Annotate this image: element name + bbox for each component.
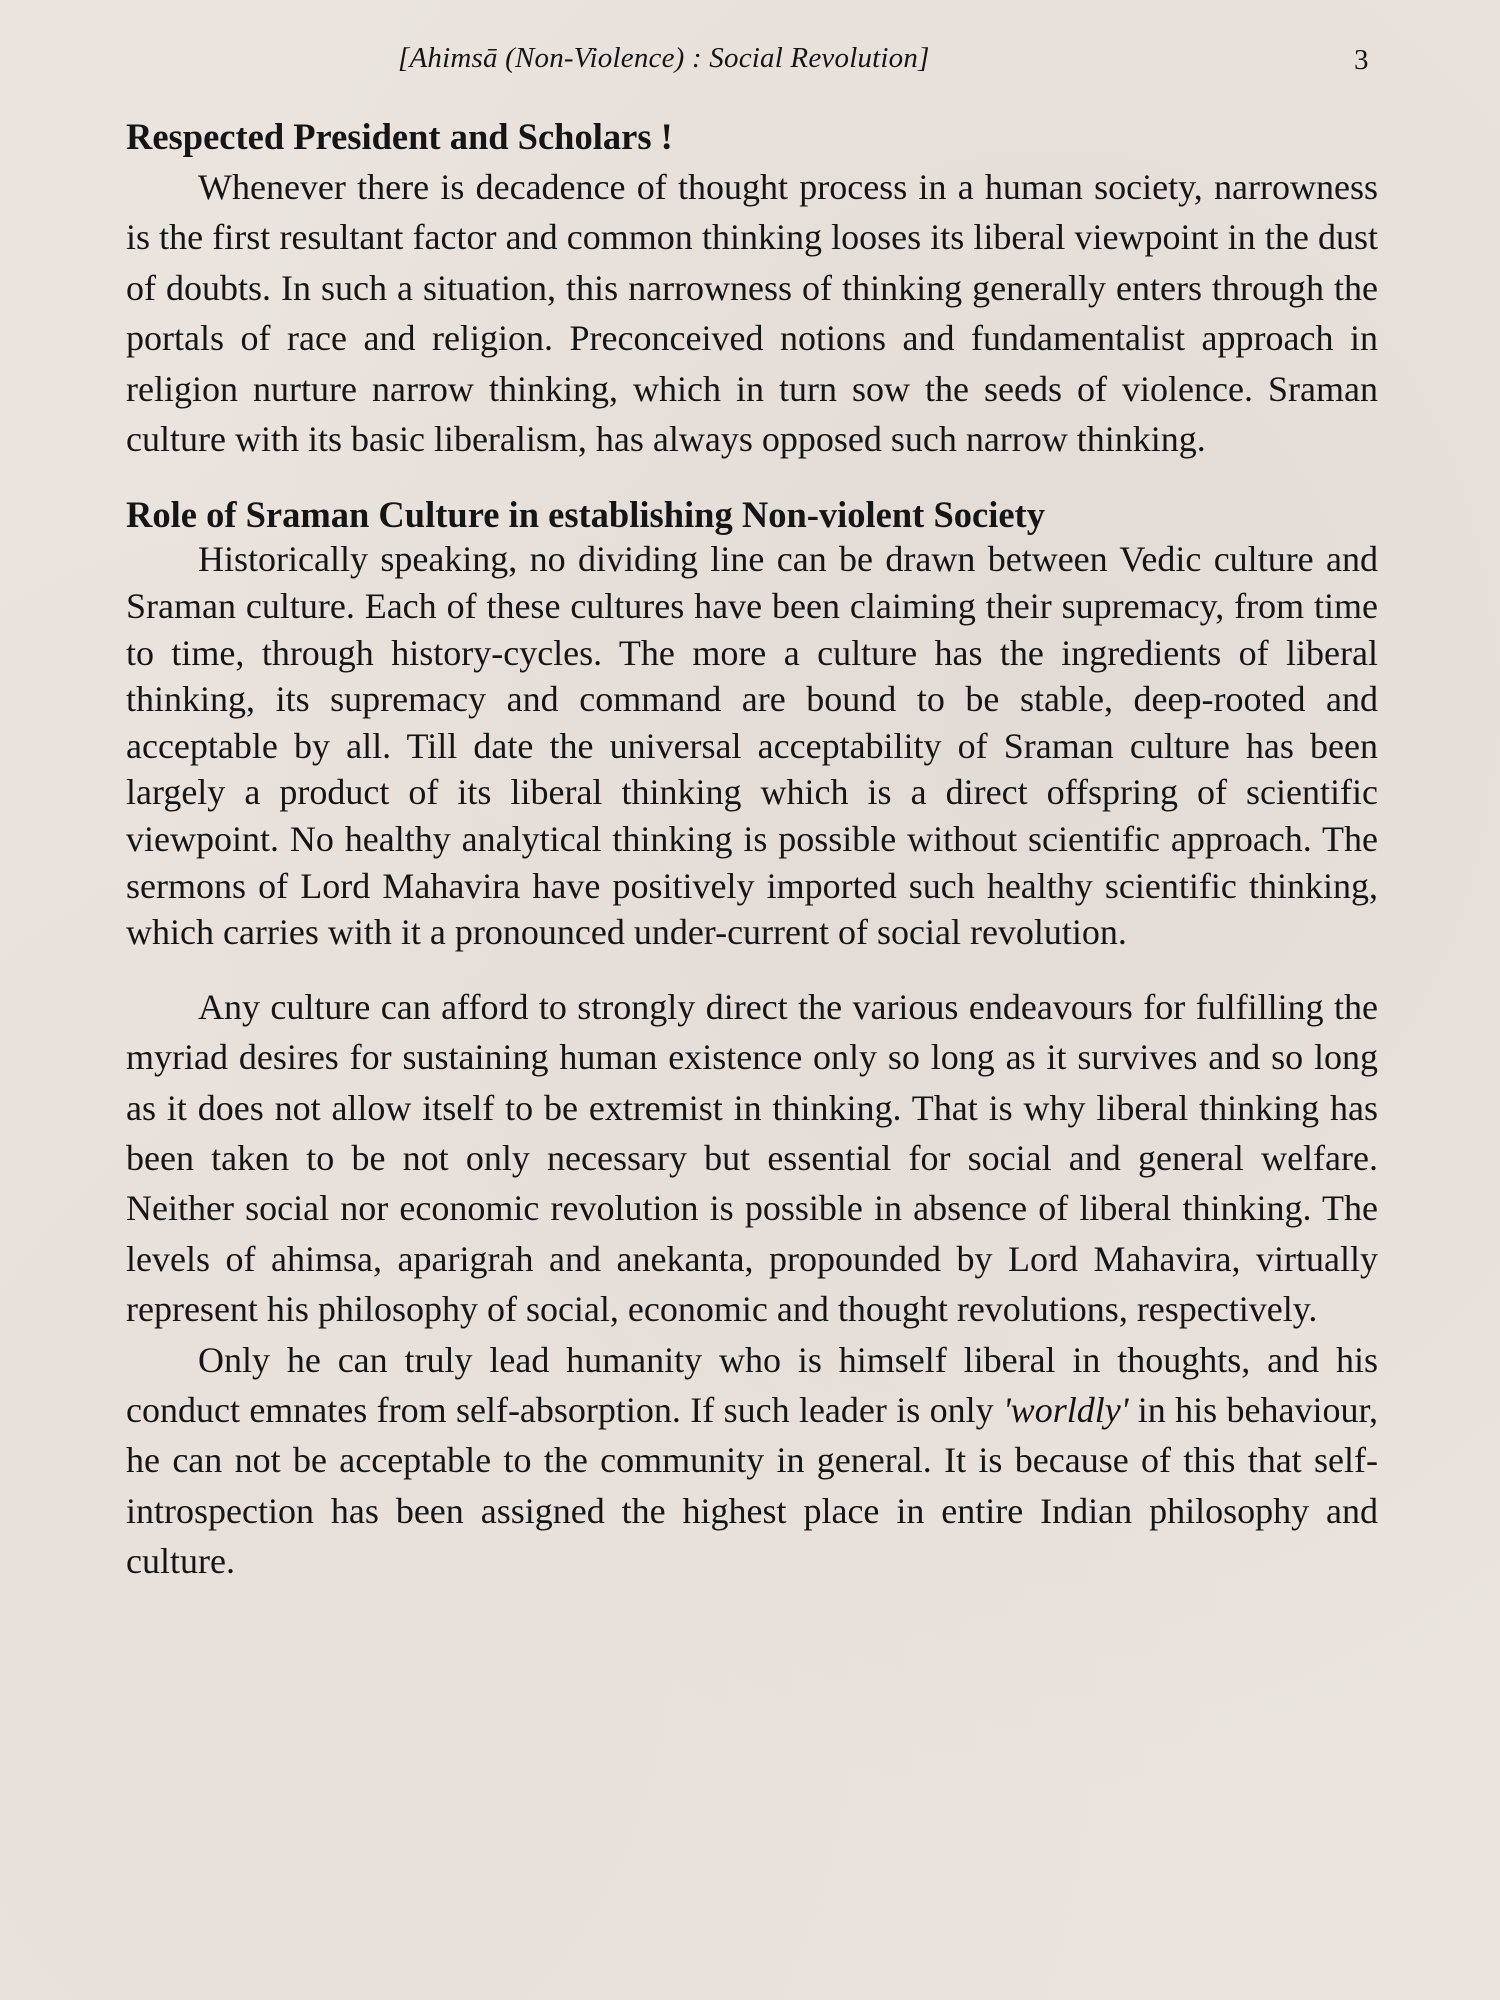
section-heading-role-of-sraman-culture: Role of Sraman Culture in establishing Non-violent Society [126, 494, 1045, 536]
page-body [126, 112, 1378, 1587]
section-heading-address: Respected President and Scholars ! [126, 116, 673, 157]
address-paragraph: Whenever there is decadence of thought process in a human society, narrowness is the first resultant factor and common thinking looses its liberal viewpoint in the dust of doubts. In such a situation, this narrowness of thinking generally enters through the portals of race and religion. Preconceived notions and fundamentalist approach in religion nurture narrow thinking, which in turn sow the seeds of violence. Sraman culture with its basic liberalism, has always opposed such narrow thinking. [126, 167, 1378, 460]
role-paragraph-1: Historically speaking, no dividing line can be drawn between Vedic culture and Sraman culture. Each of these cultures have been claiming their supremacy, from time to time, through history-cycles. The more a culture has the ingredients of liberal thinking, its supremacy and command are bound to be stable, deep-rooted and acceptable by all. Till date the universal acceptability of Sraman culture has been largely a product of its liberal thinking which is a direct offspring of scientific viewpoint. No healthy analytical thinking is possible without scientific approach. The sermons of Lord Mahavira have positively imported such healthy scientific thinking, which carries with it a pronounced under-current of social revolution. [126, 539, 1378, 953]
worldly-emphasis: 'worldly' [1002, 1390, 1129, 1431]
paragraph-3-before: Only he can truly lead humanity who is himself liberal in thoughts, and his conduct emnates from self-absorption. If such leader is only [126, 1339, 1378, 1431]
page-number: 3 [1354, 44, 1369, 76]
role-paragraph-3 [126, 1335, 1378, 1587]
paragraph-3-after: in his behaviour, he can not be acceptable to the community in general. It is because of this that self-introspection has been assigned the highest place in entire Indian philosophy and culture. [126, 1390, 1378, 1582]
role-paragraph-2: Any culture can afford to strongly direct the various endeavours for fulfilling the myriad desires for sustaining human existence only so long as it survives and so long as it does not allow itself to be extremist in thinking. That is why liberal thinking has been taken to be not only necessary but essential for social and general welfare. Neither social nor economic revolution is possible in absence of liberal thinking. The levels of ahimsa, aparigrah and anekanta, propounded by Lord Mahavira, virtually represent his philosophy of social, economic and thought revolutions, respectively. [126, 986, 1378, 1330]
running-header-title: [Ahimsā (Non-Violence) : Social Revolution] [398, 42, 930, 74]
